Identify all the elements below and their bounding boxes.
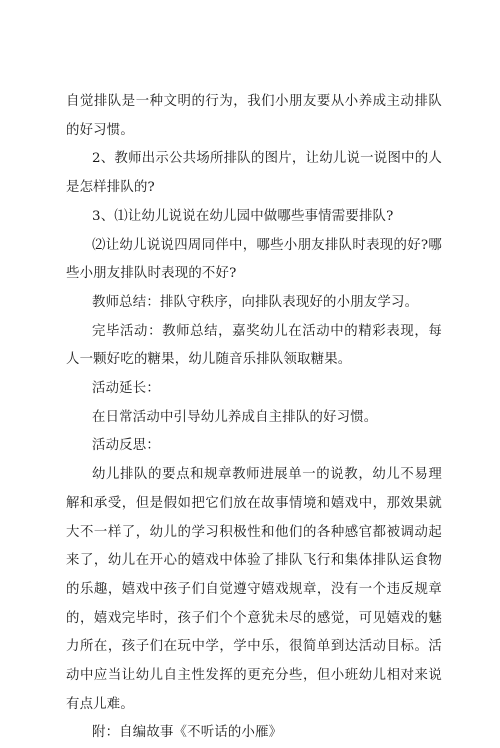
paragraph: 自觉排队是一种文明的行为，我们小朋友要从小养成主动排队的好习惯。 xyxy=(66,94,442,138)
paragraph: 3、⑴让幼儿说说在幼儿园中做哪些事情需要排队? xyxy=(92,208,394,224)
paragraph: 教师总结：排队守秩序，向排队表现好的小朋友学习。 xyxy=(92,294,419,310)
paragraph: 2、教师出示公共场所排队的图片，让幼儿说一说图中的人是怎样排队的? xyxy=(66,151,442,196)
section-heading: 活动延长： xyxy=(92,381,160,397)
paragraph: 完毕活动：教师总结，嘉奖幼儿在活动中的精彩表现，每人一颗好吃的糖果，幼儿随音乐排队领取糖果。 xyxy=(66,323,442,368)
document-body xyxy=(66,88,442,748)
section-heading: 活动反思： xyxy=(92,438,160,454)
paragraph: 幼儿排队的要点和规章教师进展单一的说教，幼儿不易理解和承受，但是假如把它们放在故事情境和嬉戏中，那效果就大不一样了，幼儿的学习积极性和他们的各种感官都被调动起来了，幼儿在开心的嬉戏中体验了排队飞行和集体排队运食物的乐趣，嬉戏中孩子们自觉遵守嬉戏规章，没有一个违反规章的，嬉戏完毕时，孩子们个个意犹未尽的感觉，可见嬉戏的魅力所在，孩子们在玩中学，学中乐，很简单到达活动目标。活动中应当让幼儿自主性发挥的更充分些，但小班幼儿相对来说有点儿难。 xyxy=(66,467,442,712)
paragraph: 附：自编故事《不听话的小雁》 xyxy=(92,725,283,741)
paragraph: ⑵让幼儿说说四周同伴中，哪些小朋友排队时表现的好?哪些小朋友排队时表现的不好? xyxy=(66,237,442,282)
paragraph: 在日常活动中引导幼儿养成自主排队的好习惯。 xyxy=(92,409,378,425)
